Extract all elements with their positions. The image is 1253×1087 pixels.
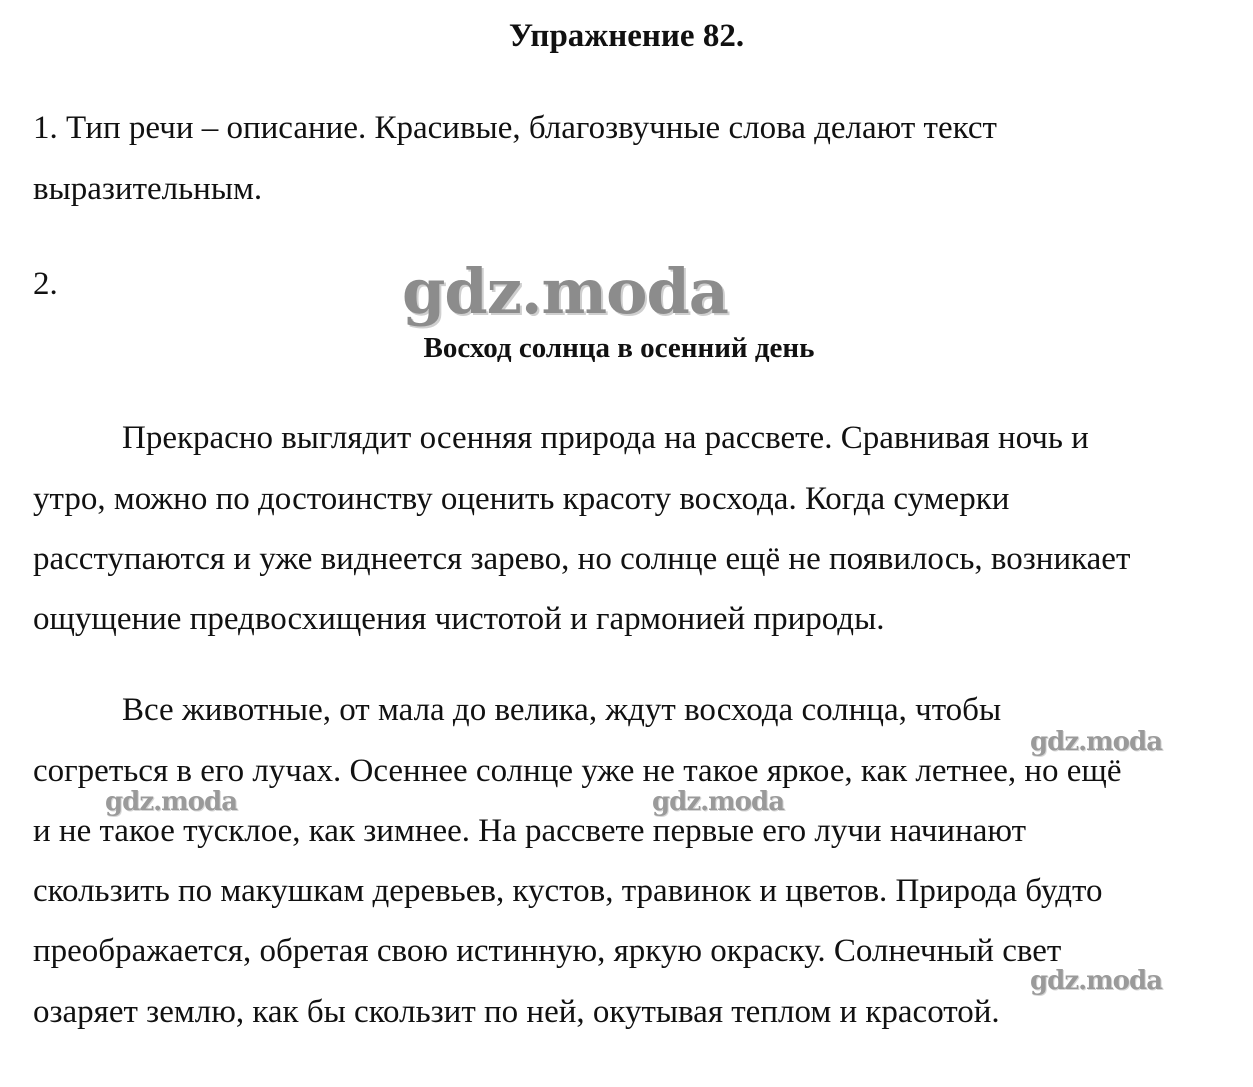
paragraph-1-line: Прекрасно выглядит осенняя природа на рассвете. Сравнивая ночь и xyxy=(122,420,1089,456)
watermark-small: gdz.moda xyxy=(1030,966,1163,996)
watermark-small: gdz.moda xyxy=(105,787,238,817)
paragraph-2-line: озаряет землю, как бы скользит по ней, окутывая теплом и красотой. xyxy=(33,994,1000,1030)
essay-title: Восход солнца в осенний день xyxy=(423,332,815,364)
paragraph-2-line: скользить по макушкам деревьев, кустов, травинок и цветов. Природа будто xyxy=(33,873,1103,909)
paragraph-2-line: преображается, обретая свою истинную, яркую окраску. Солнечный свет xyxy=(33,933,1062,969)
answer-1-line-2: выразительным. xyxy=(33,171,263,207)
paragraph-2-line: Все животные, от мала до велика, ждут восхода солнца, чтобы xyxy=(122,692,1002,728)
paragraph-2-line: согреться в его лучах. Осеннее солнце уже не такое яркое, как летнее, но ещё xyxy=(33,753,1122,789)
answer-2-label: 2. xyxy=(33,266,58,302)
watermark-logo: gdz.moda xyxy=(402,255,728,328)
answer-1-line-1: 1. Тип речи – описание. Красивые, благозвучные слова делают текст xyxy=(33,110,997,146)
paragraph-2-line: и не такое тусклое, как зимнее. На рассвете первые его лучи начинают xyxy=(33,813,1027,849)
paragraph-1-line: ощущение предвосхищения чистотой и гармонией природы. xyxy=(33,601,885,637)
watermark-small: gdz.moda xyxy=(1030,727,1163,757)
paragraph-1-line: утро, можно по достоинству оценить красоту восхода. Когда сумерки xyxy=(33,481,1010,517)
watermark-small: gdz.moda xyxy=(652,787,785,817)
exercise-title: Упражнение 82. xyxy=(508,18,745,54)
paragraph-1-line: расступаются и уже виднеется зарево, но солнце ещё не появилось, возникает xyxy=(33,541,1131,577)
